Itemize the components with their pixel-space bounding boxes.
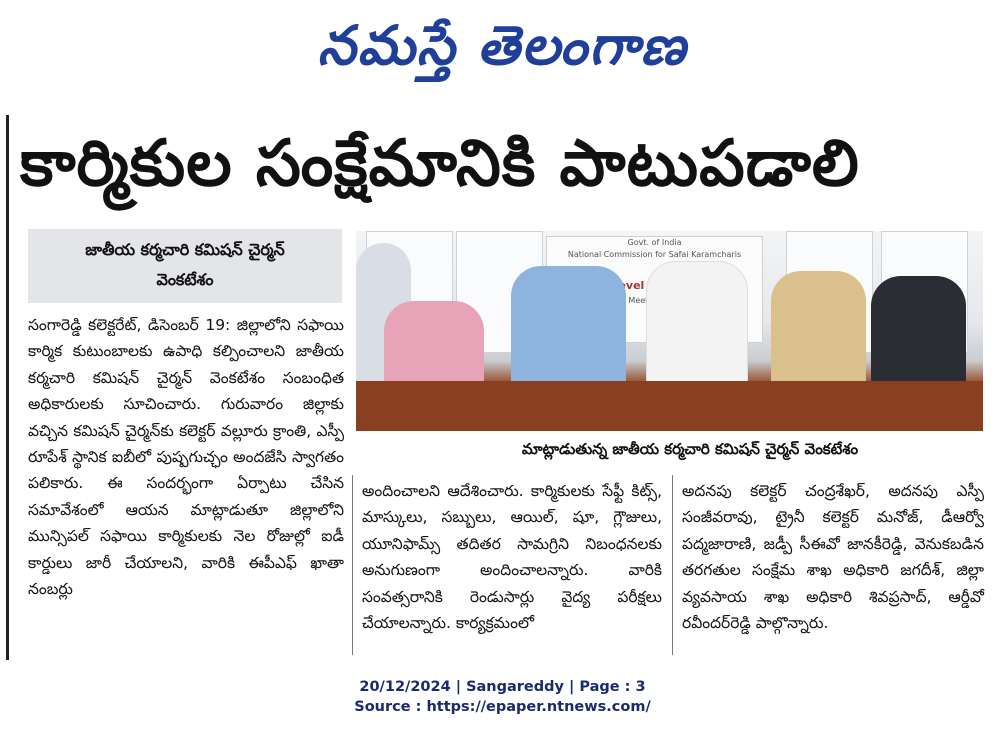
photo-person — [511, 266, 626, 391]
subhead-line-2: వెంకటేశం — [156, 270, 214, 289]
photo-table — [356, 381, 983, 431]
column-3-text: అదనపు కలెక్టర్ చంద్రశేఖర్, అదనపు ఎస్పీ సంజీవరావు, ట్రైనీ కలెక్టర్ మనోజ్, డీఆర్వో పద్మజారాణి, జడ్పీ సీఈవో జానకీరెడ్డి, వెనుకబడిన తరగతుల సంక్షేమ శాఖ అధికారి జగదీశ్, జిల్లా వ్యవసాయ శాఖ అధికారి శివప్రసాద్, ఆర్డీవో రవీందర్‌రెడ్డి పాల్గొన్నారు. — [682, 482, 984, 633]
banner-title: Level — [611, 279, 645, 292]
photo-person — [871, 276, 966, 386]
banner-line-2: National Commission for Safai Karamcharis — [567, 250, 742, 259]
left-rule — [6, 115, 9, 660]
column-divider — [352, 475, 353, 655]
subhead-line-1: జాతీయ కర్మచారి కమిషన్ చైర్మన్ — [85, 240, 285, 259]
article-column-2 — [362, 478, 662, 658]
footer-date-line: 20/12/2024 | Sangareddy | Page : 3 — [359, 679, 646, 695]
article-headline: కార్మికుల సంక్షేమానికి పాటుపడాలి — [20, 127, 860, 201]
article-column-1 — [28, 312, 344, 652]
column-2-text: అందించాలని ఆదేశించారు. కార్మికులకు సేఫ్టీ కిట్స్, మాస్కులు, సబ్బులు, ఆయిల్, షూ, గ్లౌజులు, యూనిఫామ్స్ తదితర సామగ్రిని నిబంధనలకు అనుగుణంగా అందించాలన్నారు. వారికి సంవత్సరానికి రెండుసార్లు వైద్య పరీక్షలు చేయాలన్నారు. కార్యక్రమంలో — [362, 482, 662, 633]
news-photo — [356, 231, 983, 431]
photo-caption: మాట్లాడుతున్న జాతీయ కర్మచారి కమిషన్ చైర్మన్ వెంకటేశం — [521, 440, 859, 458]
photo-person — [771, 271, 866, 386]
masthead-title: నమస్తే తెలంగాణ — [317, 13, 688, 77]
banner-line-3: Meeting — [628, 296, 661, 305]
column-1-text: సంగారెడ్డి కలెక్టరేట్, డిసెంబర్ 19: జిల్లాలోని సఫాయి కార్మిక కుటుంబాలకు ఉపాధి కల్పించాలని జాతీయ కర్మచారి కమిషన్ చైర్మన్ వెంకటేశం సంబంధిత అధికారులకు సూచించారు. గురువారం జిల్లాకు వచ్చిన కమిషన్ చైర్మన్‌కు కలెక్టర్ వల్లూరు క్రాంతి, ఎస్పీ రూపేశ్ స్థానిక ఐబీలో పుష్పగుచ్ఛం అందజేసి స్వాగతం పలికారు. ఈ సందర్భంగా ఏర్పాటు చేసిన సమావేశంలో ఆయన మాట్లాడుతూ జిల్లాలోని మున్సిపల్ సఫాయి కార్మికులకు నెల రోజుల్లో ఐడీ కార్డులు జారీ చేయాలని, వారికి ఈపీఎఫ్ ఖాతా నంబర్లు — [28, 316, 344, 599]
banner-line-1: Govt. of India — [627, 238, 682, 247]
photo-person — [646, 261, 748, 388]
article-column-3 — [682, 478, 984, 658]
column-divider — [672, 475, 673, 655]
article-subhead — [28, 229, 342, 303]
footer-source-line: Source : https://epaper.ntnews.com/ — [354, 699, 651, 715]
